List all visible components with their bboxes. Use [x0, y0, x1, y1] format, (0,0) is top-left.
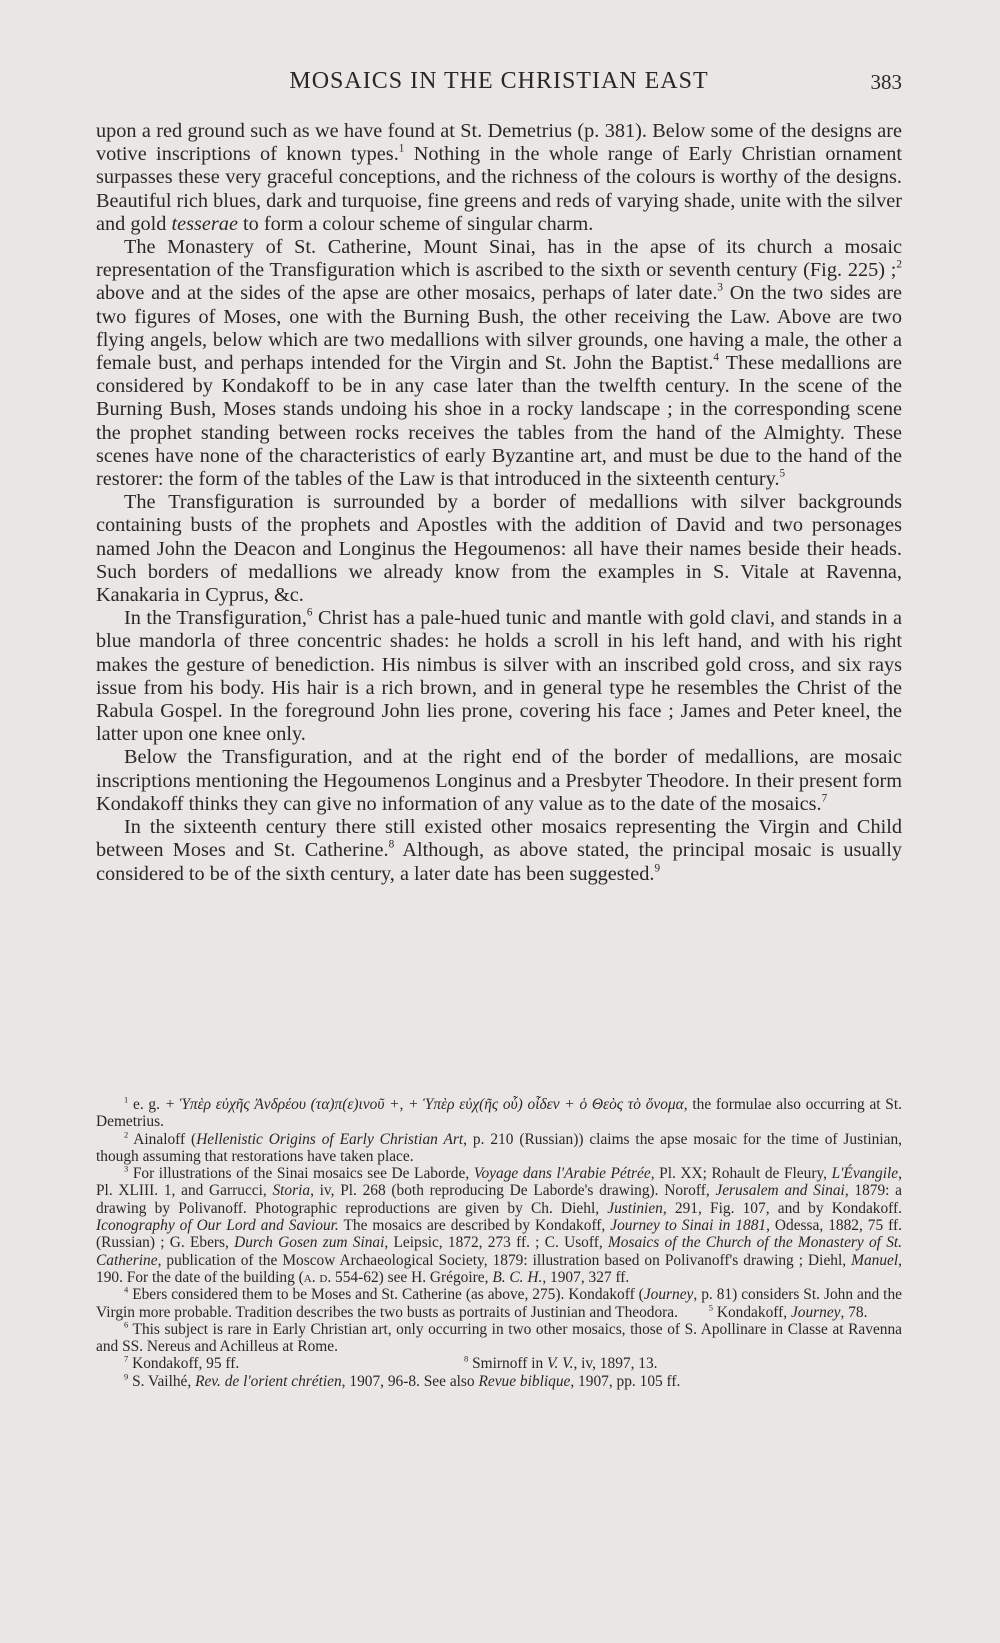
main-text — [96, 120, 902, 886]
footnote-ref-7[interactable]: 7 — [821, 792, 828, 805]
footnotes — [96, 1096, 902, 1390]
paragraph-5: Below the Transfiguration, and at the right end of the border of medallions, are mosaic inscriptions mentioning the Hegoumenos Longinus and a Presbyter Theodore. In their present form Kondakoff thinks they can give no information of any value as to the date of the mosaics.$^7$ — [96, 746, 902, 815]
paragraph-2: The Monastery of St. Catherine, Mount Sinai, has in the apse of its church a mosaic representation of the Transfiguration which is ascribed to the sixth or seventh century (Fig. 225) ;$^2$ above and at the sides of the apse are other mosaics, perhaps of later date.$^3$ On the two sides are two figures of Moses, one with the Burning Bush, the other receiving the Law. Above are two flying angels, below which are two medallions with silver grounds, one having a male, the other a female bust, and perhaps intended for the Virgin and St. John the Baptist.$^4$ These medallions are considered by Kondakoff to be in any case later than the twelfth century. In the scene of the Burning Bush, Moses stands undoing his shoe in a rocky landscape ; in the corresponding scene the prophet standing between rocks receives the tables from the hand of the Almighty. These scenes have none of the characteristics of early Byzantine art, and must be due to the hand of the restorer: the form of the tables of the Law is that introduced in the sixteenth century.$^5$ — [96, 236, 903, 491]
footnote-ref-6[interactable]: 6 — [306, 606, 313, 619]
footnote-ref-9[interactable]: 9 — [654, 862, 661, 875]
footnote-6: $^6$ This subject is rare in Early Christian art, only occurring in two other mosaics, those of S. Apollinare in Classe at Ravenna and SS. Nereus and Achilleus at Rome. — [96, 1319, 902, 1356]
footnote-2: $^2$ Ainaloff (Hellenistic Origins of Early Christian Art, p. 210 (Russian)) claims the apse mosaic for the time of Justinian, though assuming that restorations have taken place. — [96, 1129, 902, 1165]
footnote-3: $^3$ For illustrations of the Sinai mosaics see De Laborde, Voyage dans l'Arabie Pétrée, Pl. XX; Rohault de Fleury, L'Évangile, Pl. XLIII. 1, and Garrucci, Storia, iv, Pl. 268 (both reproducing De Laborde's drawing). Noroff, Jerusalem and Sinai, 1879: a drawing by Polivanoff. Photographic reproductions are given by Ch. Diehl, Justinien, 291, Fig. 107, and by Kondakoff. Iconography of Our Lord and Saviour. The mosaics are described by Kondakoff, Journey to Sinai in 1881, Odessa, 1882, 75 ff. (Russian) ; G. Ebers, Durch Gosen zum Sinai, Leipsic, 1872, 273 ff. ; C. Usoff, Mosaics of the Church of the Monastery of St. Catherine, publication of the Moscow Archaeological Society, 1879: illustration based on Polivanoff's drawing ; Diehl, Manuel, 190. For the date of the building (a. d. 554-62) see H. Grégoire, B. C. H., 1907, 327 ff. — [96, 1163, 903, 1286]
paragraph-6: In the sixteenth century there still existed other mosaics representing the Virgin and Child between Moses and St. Catherine.$^8$ Although, as above stated, the principal mosaic is usually considered to be of the sixth century, a later date has been suggested.$^9$ — [96, 816, 902, 885]
footnote-5: $^5$ Kondakoff, Journey, 78. — [708, 1302, 868, 1321]
footnote-4: $^4$ Ebers considered them to be Moses and St. Catherine (as above, 275). Kondakoff (Journey, p. 81) considers St. John and the Virgin more probable. Tradition describes the two busts as portraits of Justinian and Theodora. $^5$ Kondakoff, Journey, 78. — [96, 1284, 902, 1321]
footnote-1: $^1$ e. g. + Ὑπὲρ εὐχῆς Ἀνδρέου (τα)π(ε)ινοῦ +, + Ὑπὲρ εὐχ(ῆς οὗ) οἶδεν + ὁ Θεὸς τὸ ὄνομα, the formulae also occurring at St. Demetrius. — [96, 1094, 902, 1131]
paragraph-4: In the Transfiguration,$^6$ Christ has a pale-hued tunic and mantle with gold clavi, and stands in a blue mandorla of three concentric shades: he holds a scroll in his left hand, and with his right makes the gesture of benediction. His nimbus is silver with an inscribed gold cross, and six rays issue from his body. His hair is a rich brown, and in general type he resembles the Christ of the Rabula Gospel. In the foreground John lies prone, covering his face ; James and Peter kneel, the latter upon one knee only. — [96, 606, 902, 746]
footnote-9: $^9$ S. Vailhé, Rev. de l'orient chrétien, 1907, 96-8. See also Revue biblique, 1907, pp. 105 ff. — [124, 1371, 681, 1390]
paragraph-3: The Transfiguration is surrounded by a border of medallions with silver backgrounds containing busts of the prophets and Apostles with the addition of David and two personages named John the Deacon and Longinus the Hegoumenos: all have their names beside their heads. Such borders of medallions we already know from the examples in S. Vitale at Ravenna, Kanakaria in Cyprus, &c. — [96, 491, 902, 607]
footnote-8: $^8$ Smirnoff in V. V., iv, 1897, 13. — [464, 1354, 658, 1373]
footnote-ref-8[interactable]: 8 — [388, 838, 395, 851]
footnote-ref-5[interactable]: 5 — [779, 467, 786, 480]
running-head: MOSAICS IN THE CHRISTIAN EAST — [289, 68, 709, 94]
footnote-ref-4[interactable]: 4 — [713, 351, 719, 364]
footnote-ref-2[interactable]: 2 — [896, 258, 902, 271]
page-number: 383 — [870, 70, 902, 94]
footnote-ref-1[interactable]: 1 — [398, 142, 405, 155]
footnote-7-8 — [96, 1355, 902, 1372]
footnote-7: $^7$ Kondakoff, 95 ff. — [124, 1354, 240, 1373]
paragraph-1: upon a red ground such as we have found at St. Demetrius (p. 381). Below some of the designs are votive inscriptions of known types.$^1$ Nothing in the whole range of Early Christian ornament surpasses these very graceful conceptions, and the richness of the colours is worthy of the designs. Beautiful rich blues, dark and turquoise, fine greens and reds of varying shade, unite with the silver and gold tesserae to form a colour scheme of singular charm. — [96, 120, 902, 235]
footnote-ref-3[interactable]: 3 — [717, 282, 723, 295]
page-header — [96, 66, 902, 102]
